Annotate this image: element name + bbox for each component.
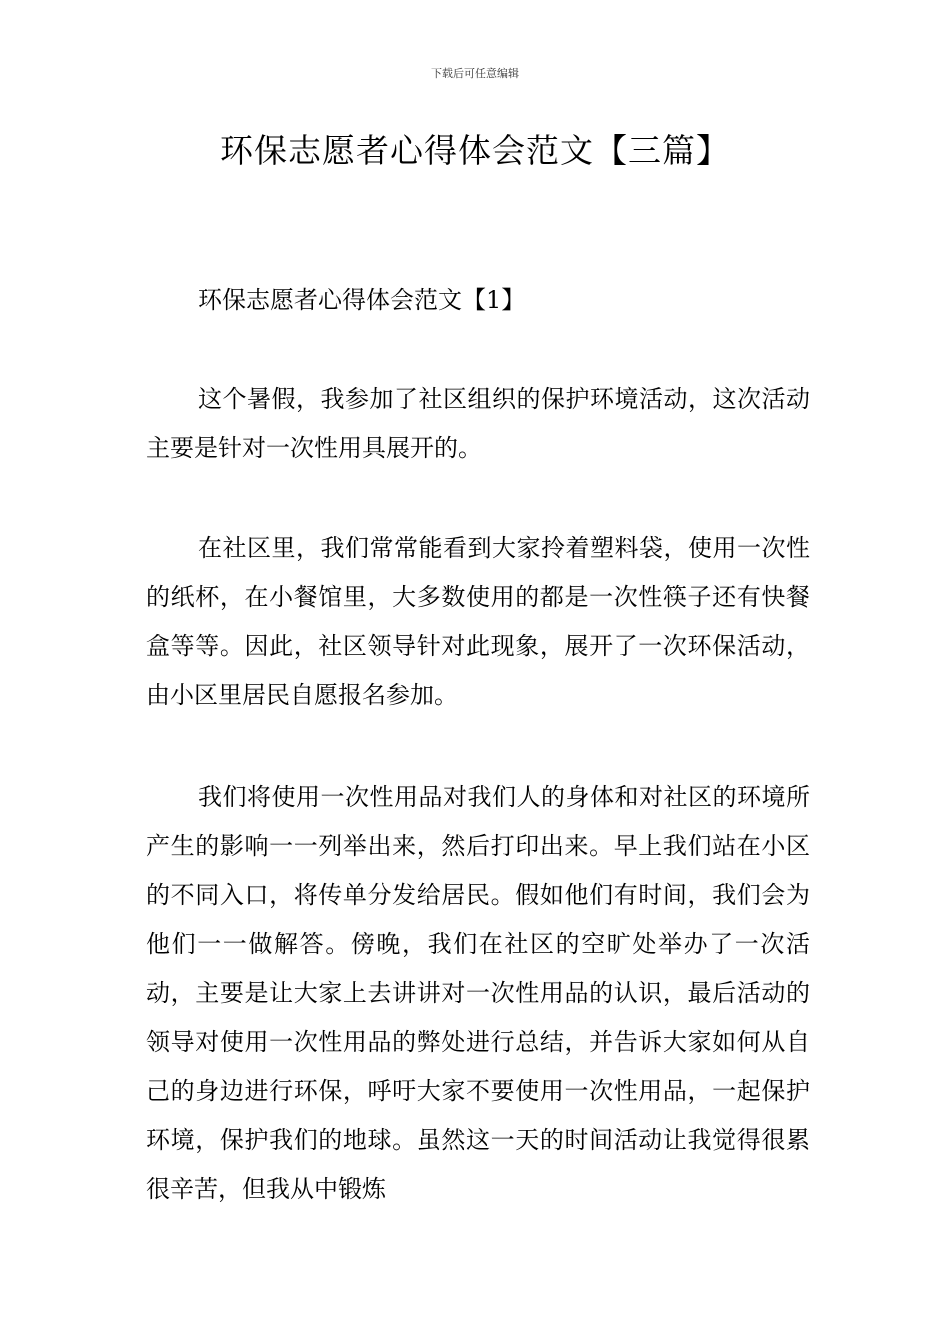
section-heading: 环保志愿者心得体会范文【1】 bbox=[198, 286, 526, 314]
document-title: 环保志愿者心得体会范文【三篇】 bbox=[220, 131, 730, 170]
header-note: 下载后可任意编辑 bbox=[431, 67, 519, 80]
paragraph-3: 我们将使用一次性用品对我们人的身体和对社区的环境所产生的影响一一列举出来，然后打印出来。早上我们站在小区的不同入口，将传单分发给居民。假如他们有时间，我们会为他们一一做解答。傍晚，我们在社区的空旷处举办了一次活动，主要是让大家上去讲讲对一次性用品的认识，最后活动的领导对使用一次性用品的弊处进行总结，并告诉大家如何从自己的身边进行环保，呼吁大家不要使用一次性用品，一起保护环境，保护我们的地球。虽然这一天的时间活动让我觉得很累很辛苦，但我从中锻炼 bbox=[146, 783, 810, 1203]
paragraph-1: 这个暑假，我参加了社区组织的保护环境活动，这次活动主要是针对一次性用具展开的。 bbox=[146, 385, 810, 462]
paragraph-2: 在社区里，我们常常能看到大家拎着塑料袋，使用一次性的纸杯，在小餐馆里，大多数使用的都是一次性筷子还有快餐盒等等。因此，社区领导针对此现象，展开了一次环保活动，由小区里居民自愿报名参加。 bbox=[146, 534, 810, 709]
